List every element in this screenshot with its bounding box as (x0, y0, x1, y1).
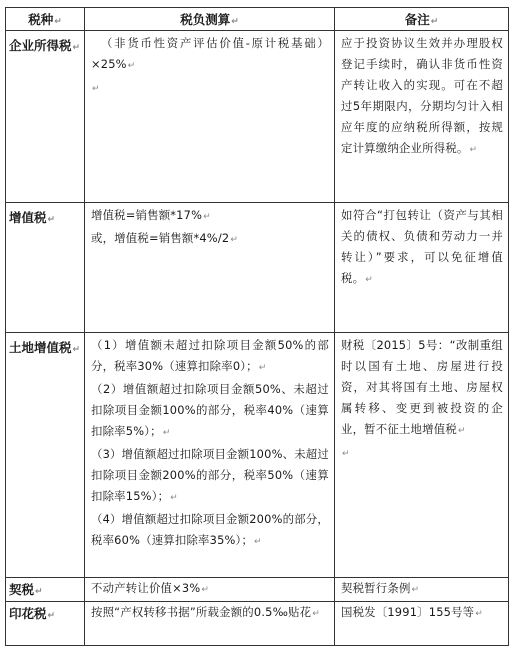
header-remarks: 备注↵ (335, 8, 509, 31)
table-row (6, 578, 509, 602)
remarks-cell: 应于投资协议生效并办理股权登记手续时，确认非货币性资产转让收入的实现。可在不超过5年期限内，分期均匀计入相应年度的应纳税所得额，按规定计算缴纳企业所得税。↵ (335, 31, 509, 203)
tax-type-cell: 印花税↵ (6, 602, 85, 646)
remarks-cell: 契税暂行条例↵ (335, 578, 509, 602)
tax-calculation-cell: （非货币性资产评估价值-原计税基础）×25%↵ ↵ (85, 31, 335, 203)
remarks-cell: 财税〔2015〕5号：“改制重组时以国有土地、房屋进行投资，对其将国有土地、房屋权属转移、变更到被投资的企业，暂不征土地增值税↵ ↵ (335, 333, 509, 578)
tax-type-cell: 土地增值税↵ (6, 333, 85, 578)
tax-calculation-cell: 增值税=销售额*17%↵ 或，增值税=销售额*4%/2↵ (85, 203, 335, 333)
tax-type-cell: 企业所得税↵ (6, 31, 85, 203)
table-header-row (6, 8, 509, 31)
table-row (6, 203, 509, 333)
tax-calculation-cell: 不动产转让价值×3%↵ (85, 578, 335, 602)
header-tax-type: 税种↵ (6, 8, 85, 31)
tax-table (5, 7, 509, 646)
table-row (6, 602, 509, 646)
remarks-cell: 如符合“打包转让（资产与其相关的债权、负债和劳动力一并转让）”要求，可以免征增值税。↵ (335, 203, 509, 333)
remarks-cell: 国税发〔1991〕155号等↵ (335, 602, 509, 646)
header-tax-calculation: 税负测算↵ (85, 8, 335, 31)
tax-type-cell: 契税↵ (6, 578, 85, 602)
table-row (6, 31, 509, 203)
tax-calculation-cell: （1）增值额未超过扣除项目金额50%的部分，税率30%（速算扣除率0）；↵ （2）增值额超过扣除项目金额50%、未超过扣除项目金额100%的部分，税率40%（速算扣除率5%）；↵ （3）增值额超过扣除项目金额100%、未超过扣除项目金额200%的部分，税率50%（速算扣除率15%）；↵ （4）增值额超过扣除项目金额200%的部分，税率60%（速算扣除率35%）；↵ (85, 333, 335, 578)
table-row (6, 333, 509, 578)
tax-calculation-cell: 按照“产权转移书据”所载金额的0.5‰贴花↵ (85, 602, 335, 646)
tax-type-cell: 增值税↵ (6, 203, 85, 333)
